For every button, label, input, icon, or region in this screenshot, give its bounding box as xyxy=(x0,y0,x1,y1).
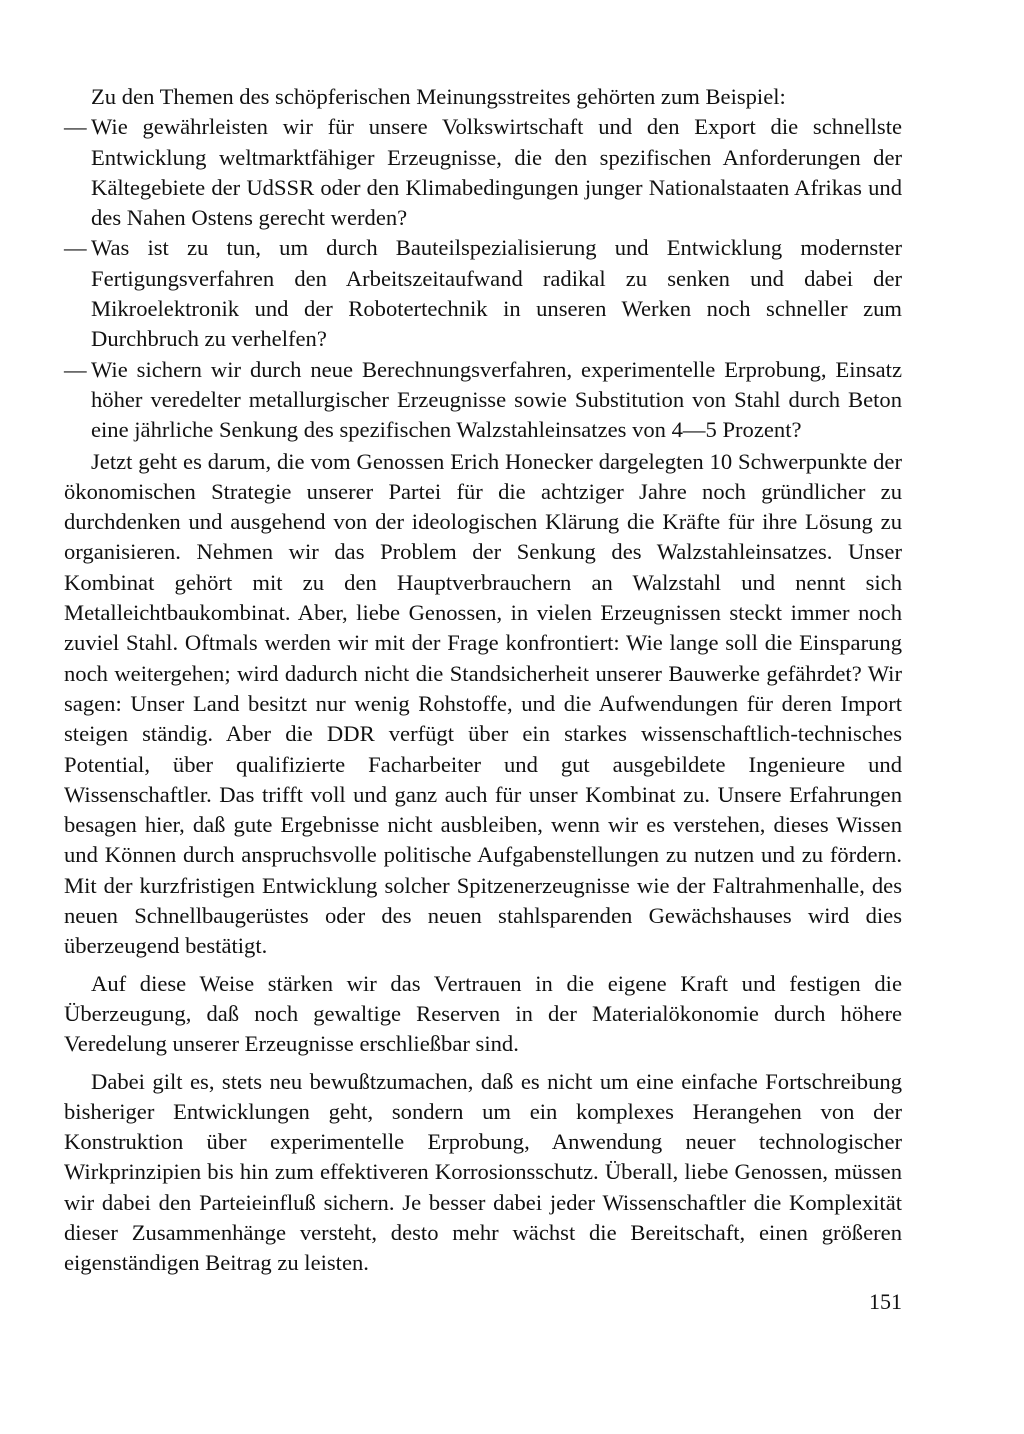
dash-bullet: — xyxy=(64,356,87,382)
paragraph: Jetzt geht es darum, die vom Genossen Erich Honecker dargelegten 10 Schwerpunkte der ökonomischen Strategie unserer Partei für die achtziger Jahre noch gründlicher zu durchdenken und ausgehend von der ideologischen Klärung die Kräfte für ihre Lösung zu organisieren. Nehmen wir das Problem der Senkung des Walzstahleinsatzes. Unser Kombinat gehört mit zu den Hauptverbrauchern an Walzstahl und nennt sich Metalleichtbaukombinat. Aber, liebe Genossen, in vielen Erzeugnissen steckt immer noch zuviel Stahl. Oftmals werden wir mit der Frage konfrontiert: Wie lange soll die Einsparung noch weitergehen; wird dadurch nicht die Standsicherheit unserer Bauwerke gefährdet? Wir sagen: Unser Land besitzt nur wenig Rohstoffe, und die Aufwendungen für deren Import steigen ständig. Aber die DDR verfügt über ein starkes wissenschaftlich-technisches Potential, über qualifizierte Facharbeiter und gut ausgebildete Ingenieure und Wissenschaftler. Das trifft voll und ganz auch für unser Kombinat zu. Unsere Erfahrungen besagen hier, daß gute Ergebnisse nicht ausbleiben, wenn wir es verstehen, dieses Wissen und Können durch anspruchsvolle politische Aufgabenstellungen zu nutzen und zu fördern. Mit der kurzfristigen Entwicklung solcher Spitzenerzeugnisse wie der Faltrahmenhalle, des neuen Schnellbaugerüstes oder des neuen stahlsparenden Gewächshauses wird dies überzeugend bestätigt. xyxy=(64,448,902,959)
dash-bullet: — xyxy=(64,114,87,140)
list-item-text: Wie gewährleisten wir für unsere Volkswirtschaft und den Export die schnellste Entwicklung weltmarktfähiger Erzeugnisse, die den spezifischen Anforderungen der Kältegebiete der UdSSR oder den Klimabedingungen junger Nationalstaaten Afrikas und des Nahen Ostens gerecht werden? xyxy=(91,114,902,231)
list-item xyxy=(64,112,902,233)
paragraph: Auf diese Weise stärken wir das Vertrauen in die eigene Kraft und festigen die Überzeugung, daß noch gewaltige Reserven in der Materialökonomie durch höhere Veredelung unserer Erzeugnisse erschließbar sind. xyxy=(64,970,902,1057)
list-item xyxy=(64,355,902,446)
paragraph: Dabei gilt es, stets neu bewußtzumachen, daß es nicht um eine einfache Fortschreibung bisheriger Entwicklungen geht, sondern um ein komplexes Herangehen von der Konstruktion über experimentelle Erprobung, Anwendung neuer technologischer Wirkprinzipien bis hin zum effektiveren Korrosionsschutz. Überall, liebe Genossen, müssen wir dabei den Parteieinfluß sichern. Je besser dabei jeder Wissenschaftler die Komplexität dieser Zusammenhänge versteht, desto mehr wächst die Bereitschaft, einen größeren eigenständigen Beitrag zu leisten. xyxy=(64,1068,902,1276)
list-item xyxy=(64,233,902,354)
body-text xyxy=(64,82,902,1279)
dash-bullet: — xyxy=(64,235,87,261)
intro-line: Zu den Themen des schöpferischen Meinungsstreites gehörten zum Beispiel: xyxy=(91,84,786,109)
list-item-text: Wie sichern wir durch neue Berechnungsverfahren, experimentelle Erprobung, Einsatz höher veredelter metallurgischer Erzeugnisse sowie Substitution von Stahl durch Beton eine jährliche Senkung des spezifischen Walzstahleinsatzes von 4—5 Prozent? xyxy=(91,356,902,443)
page-number: 151 xyxy=(869,1289,902,1314)
list-item-text: Was ist zu tun, um durch Bauteilspezialisierung und Entwicklung modernster Fertigungsverfahren den Arbeitszeitaufwand radikal zu senken und dabei der Mikroelektronik und der Robotertechnik in unseren Werken noch schneller zum Durchbruch zu verhelfen? xyxy=(91,235,902,352)
